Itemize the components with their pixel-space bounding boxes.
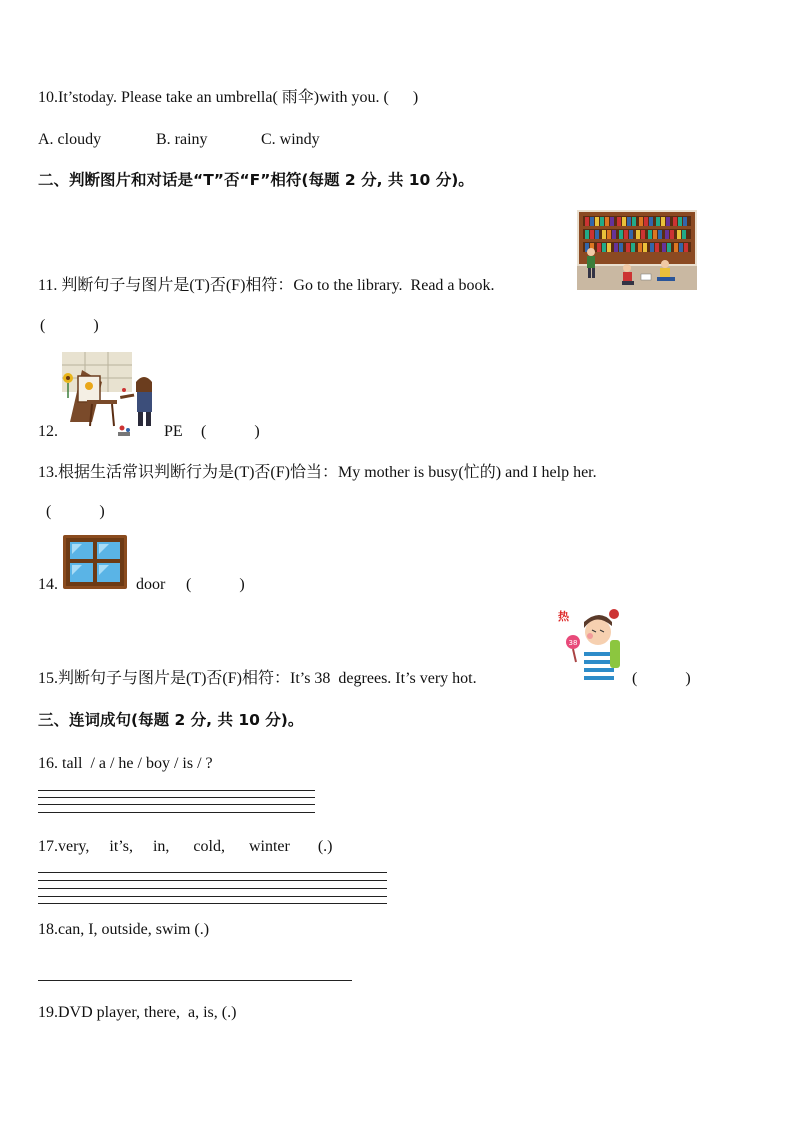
q14-word: door (136, 576, 166, 593)
q12-blank[interactable]: ( ) (201, 423, 260, 440)
q16-answer-line[interactable] (38, 804, 315, 805)
q10-option-a: A. cloudy (38, 131, 102, 148)
library-picture (577, 210, 697, 295)
hot-label: 热 (558, 610, 569, 623)
q12-number: 12. (38, 423, 58, 440)
q16-answer-line[interactable] (38, 812, 315, 813)
painting-picture (62, 352, 162, 443)
q14-blank[interactable]: ( ) (186, 576, 245, 593)
q13-text: 13.根据生活常识判断行为是(T)否(F)恰当：My mother is busy(忙的) and I help her. (38, 464, 597, 481)
q18-text: 18.can, I, outside, swim (.) (38, 921, 210, 938)
q17-answer-line[interactable] (38, 880, 387, 881)
q15-text: 15.判断句子与图片是(T)否(F)相符：It’s 38 degrees. It’s very hot. (38, 670, 477, 687)
q15-blank[interactable]: ( ) (632, 670, 691, 687)
window-picture (62, 534, 128, 595)
q17-answer-line[interactable] (38, 896, 387, 897)
q14-number: 14. (38, 576, 58, 593)
q10-option-c: C. windy (261, 131, 320, 148)
q10-text: 10.It’stoday. Please take an umbrella( 雨伞)with you. ( ) (38, 89, 419, 106)
q18-answer-line[interactable] (38, 980, 352, 981)
q17-answer-line[interactable] (38, 872, 387, 873)
svg-text:38: 38 (568, 639, 578, 647)
q16-answer-line[interactable] (38, 790, 315, 791)
q19-text: 19.DVD player, there, a, is, (.) (38, 1004, 237, 1021)
q16-answer-line[interactable] (38, 797, 315, 798)
q17-answer-line[interactable] (38, 903, 387, 904)
q16-text: 16. tall / a / he / boy / is / ? (38, 755, 213, 772)
section3-heading: 三、连词成句(每题 2 分, 共 10 分)。 (38, 711, 304, 729)
q17-text: 17.very, it’s, in, cold, winter (.) (38, 838, 333, 855)
q11-blank[interactable]: ( ) (40, 317, 99, 334)
q11-text: 11. 判断句子与图片是(T)否(F)相符：Go to the library. Read a book. (38, 277, 495, 294)
hot-girl-picture (556, 602, 624, 691)
q13-blank[interactable]: ( ) (46, 503, 105, 520)
q17-answer-line[interactable] (38, 888, 387, 889)
q10-option-b: B. rainy (156, 131, 208, 148)
section2-heading: 二、判断图片和对话是“T”否“F”相符(每题 2 分, 共 10 分)。 (38, 171, 474, 189)
q12-word: PE (164, 423, 183, 440)
